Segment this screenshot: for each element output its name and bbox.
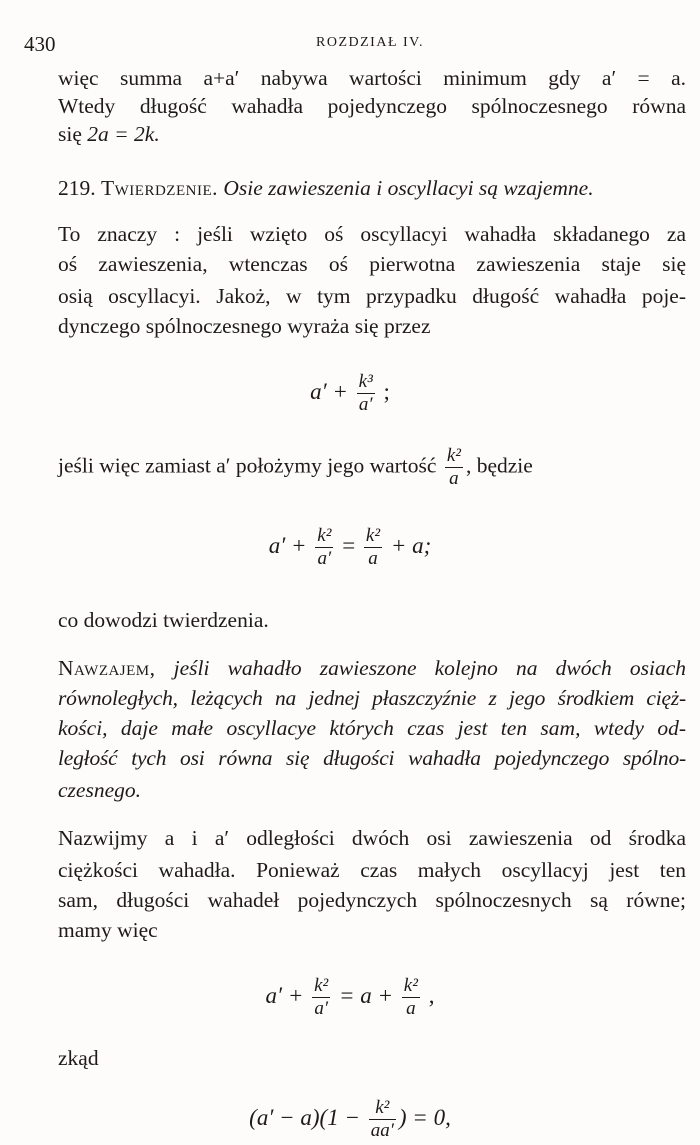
converse-label: Nawzajem, (58, 656, 156, 680)
running-title: ROZDZIAŁ IV. (316, 35, 424, 50)
text-line: ciężkości wahadła. Ponieważ czas małych oscyllacyj jest ten (58, 858, 686, 882)
theorem-title: Osie zawieszenia i oscyllacyi są wzajemne. (217, 176, 594, 200)
converse-line: równoległych, leżących na jednej płaszczyźnie z jego środkiem cięż- (58, 686, 686, 710)
fraction-denominator: a (449, 468, 459, 489)
eq-term: + a; (385, 532, 432, 558)
fraction-numerator: k² (314, 975, 329, 996)
text-line: dynczego spólnoczesnego wyraża się przez (58, 314, 431, 338)
text-fragment: jeśli więc zamiast a′ położymy jego wartość (58, 453, 442, 478)
text-line: Wtedy długość wahadła pojedynczego spólnoczesnego równa (58, 94, 686, 118)
converse-line: ległość tych osi równa się długości wahadła pojedynczego spólno- (58, 746, 686, 770)
running-header (24, 32, 676, 56)
text-line: Nazwijmy a i a′ odległości dwóch osi zawieszenia od środka (58, 826, 686, 850)
text-line: więc summa a+a′ nabywa wartości minimum gdy a′ = a. (58, 66, 686, 90)
eq-term: = a + (333, 982, 399, 1008)
fraction (445, 446, 463, 489)
eq-term: a′ + (268, 532, 313, 558)
fraction-numerator: k² (369, 1098, 396, 1120)
fraction-denominator: aa′ (370, 1120, 394, 1141)
fraction (315, 526, 333, 569)
equation-1 (0, 372, 700, 415)
fraction-denominator: a′ (358, 394, 373, 415)
text-line: oś zawieszenia, wtenczas oś pierwotna zawieszenia staje się (58, 252, 686, 276)
fraction-denominator: a (368, 548, 378, 569)
text-line: osią oscyllacyi. Jakoż, w tym przypadku długość wahadła poje- (58, 284, 686, 308)
eq-term: (a′ − a)(1 − (249, 1104, 366, 1130)
converse-line: czesnego. (58, 778, 141, 802)
fraction-numerator: k² (317, 525, 332, 546)
theorem-number: 219. (58, 176, 101, 200)
text-line: co dowodzi twierdzenia. (58, 608, 269, 632)
theorem-label: Twierdzenie. (101, 176, 218, 200)
text-line (58, 120, 160, 148)
text-fragment: się (58, 122, 88, 146)
formula-inline: 2a = 2k. (87, 122, 160, 146)
text-line (58, 446, 533, 489)
fraction-numerator: k² (403, 975, 418, 996)
eq-term: a′ + (265, 982, 310, 1008)
text-line: sam, długości wahadeł pojedynczych spólnoczesnych są równe; (58, 888, 686, 912)
fraction (364, 526, 382, 569)
fraction-numerator: k³ (358, 371, 373, 392)
converse-line (58, 654, 686, 682)
equation-4 (0, 1098, 700, 1141)
fraction-numerator: k² (446, 445, 461, 466)
eq-term: , (422, 982, 435, 1008)
eq-term: ) = 0, (398, 1104, 451, 1130)
text-line: To znaczy : jeśli wzięto oś oscyllacyi wahadła składanego za (58, 222, 686, 246)
page-number: 430 (24, 32, 56, 56)
theorem-heading (58, 174, 594, 202)
eq-term: a′ + (310, 378, 354, 404)
equation-2 (0, 526, 700, 569)
fraction-denominator: a′ (317, 548, 332, 569)
fraction (369, 1098, 396, 1141)
fraction-numerator: k² (365, 525, 381, 546)
text-line: zkąd (58, 1046, 99, 1070)
text-fragment: , będzie (465, 453, 533, 478)
converse-text: jeśli wahadło zawieszone kolejno na dwóch osiach (155, 656, 686, 680)
fraction (312, 976, 330, 1019)
fraction (357, 372, 375, 415)
eq-term: = (336, 532, 361, 558)
equation-3 (0, 976, 700, 1019)
fraction (402, 976, 420, 1019)
eq-term: ; (377, 378, 390, 404)
fraction-denominator: a′ (314, 998, 328, 1019)
fraction-denominator: a (406, 998, 416, 1019)
text-line: mamy więc (58, 918, 158, 942)
converse-line: kości, daje małe oscyllacye których czas jest ten sam, wtedy od- (58, 716, 686, 740)
